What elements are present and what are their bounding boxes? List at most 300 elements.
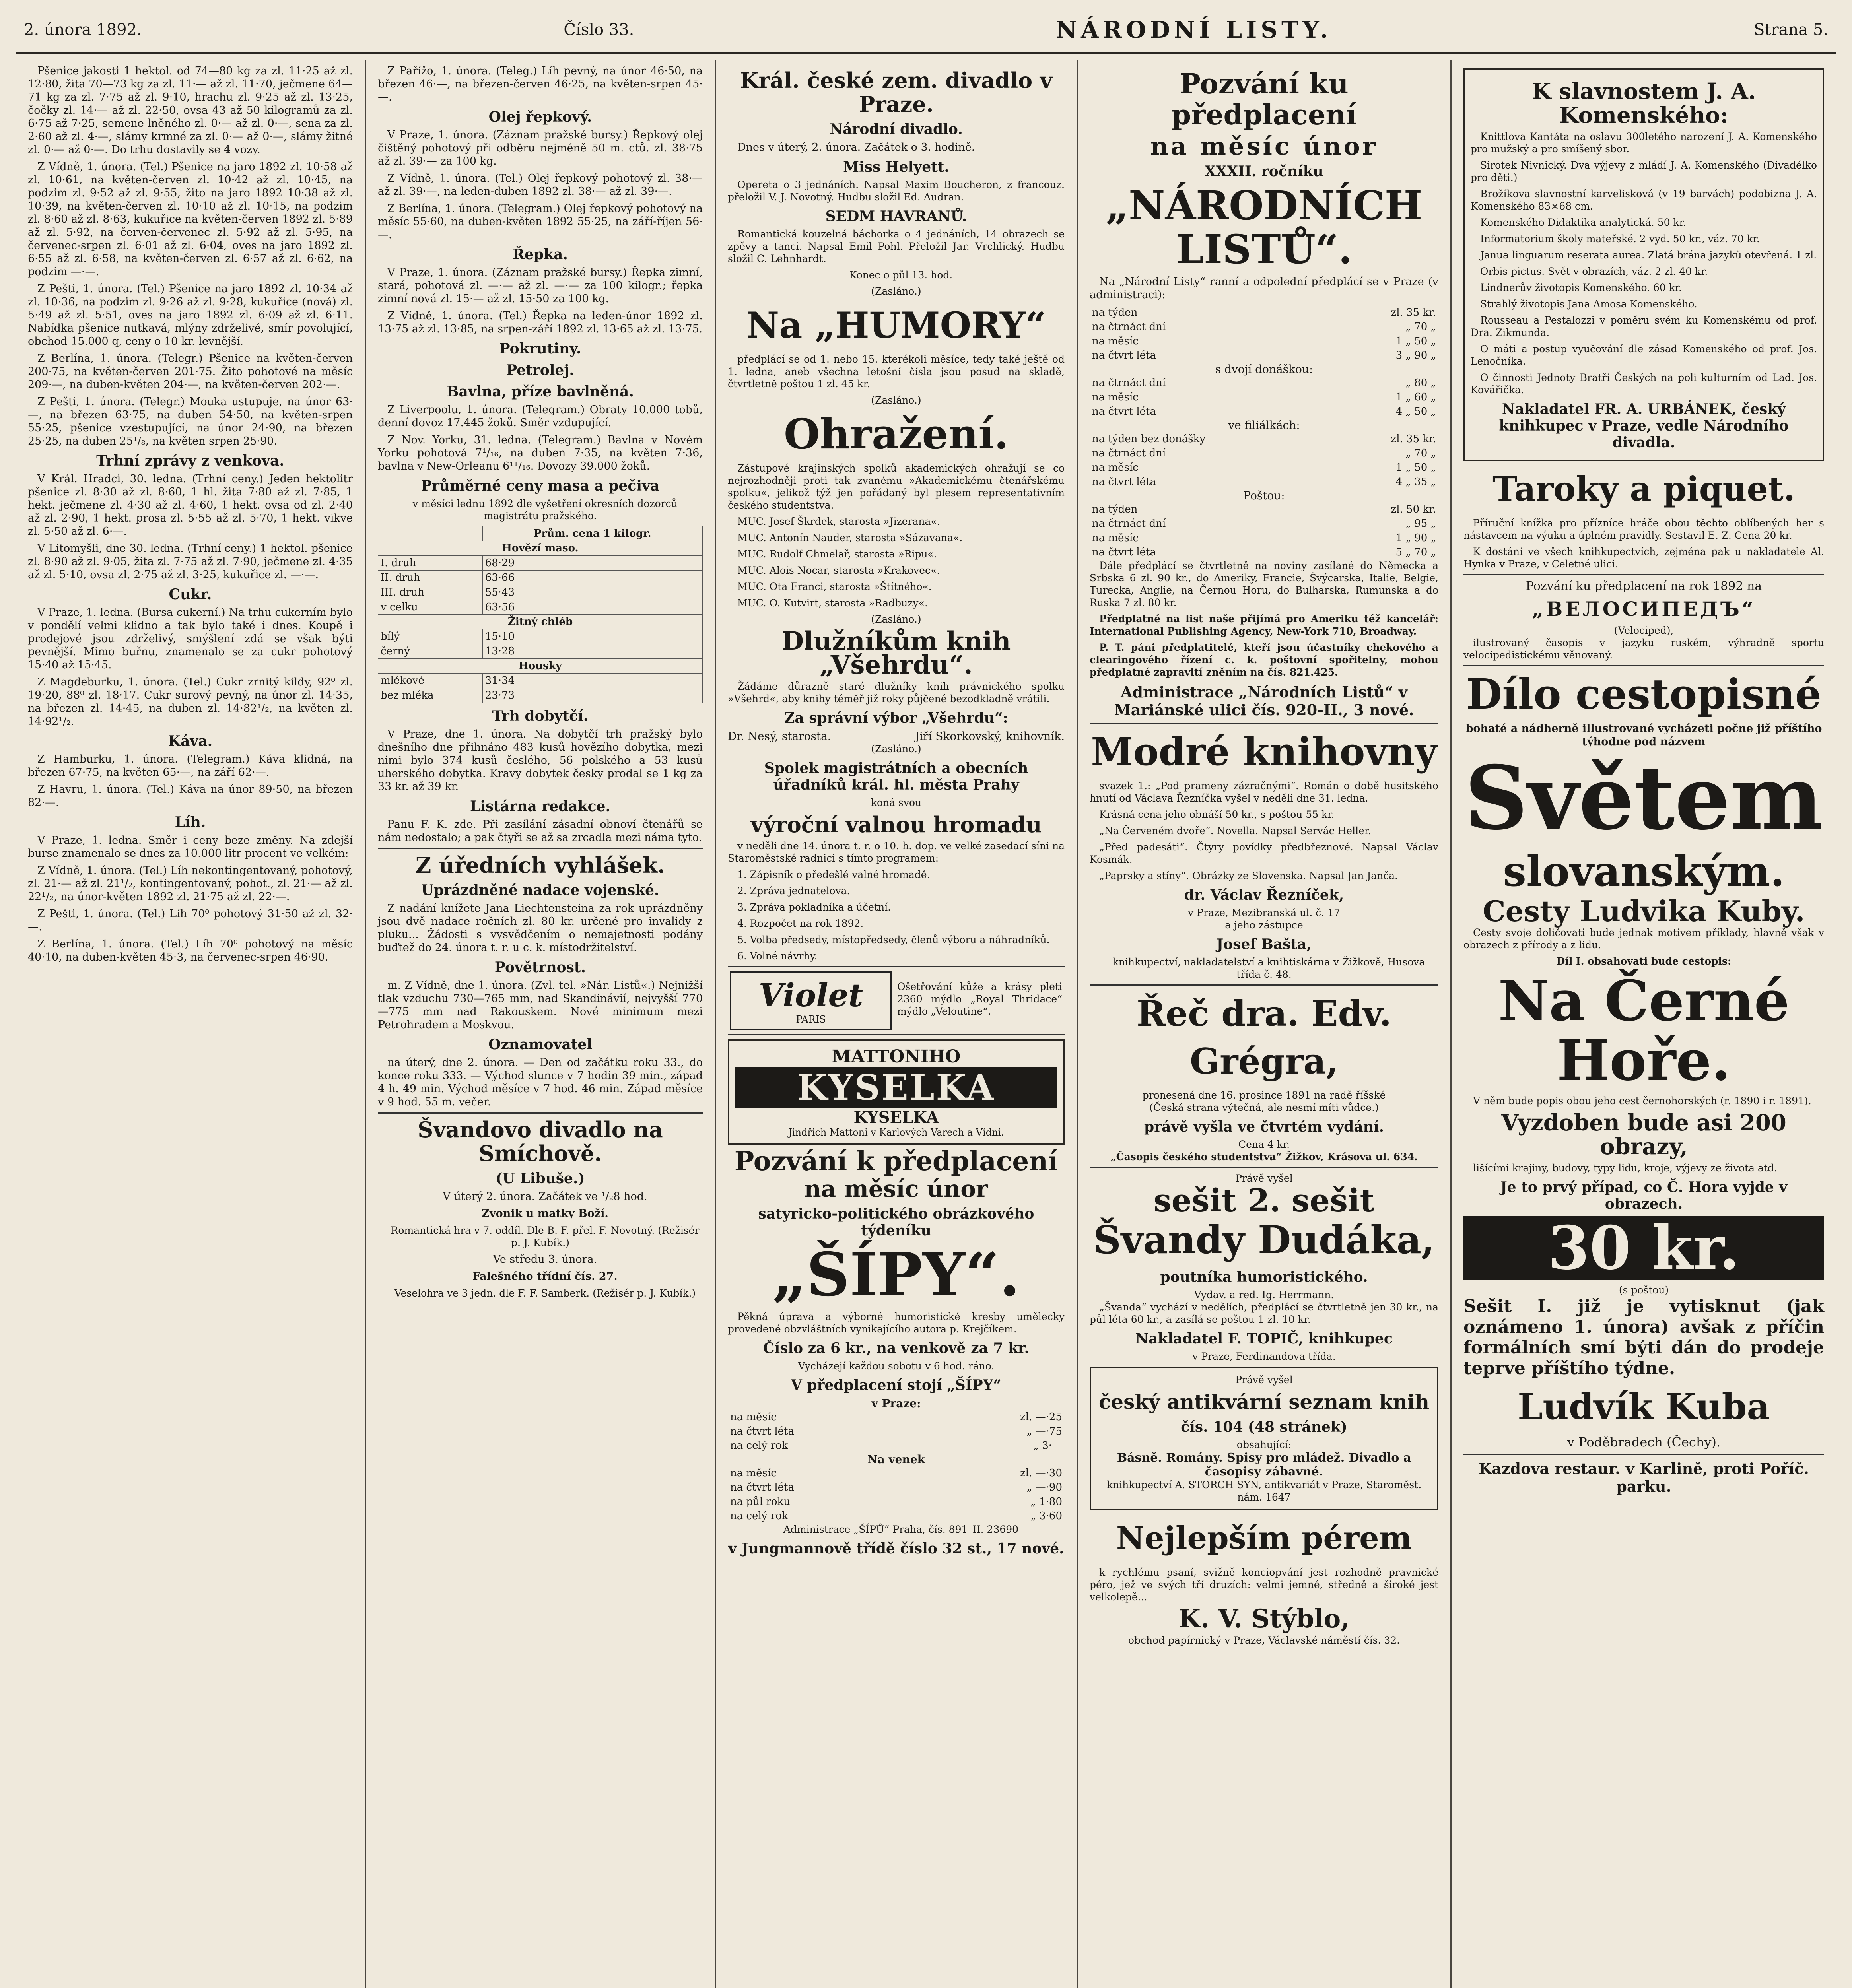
signature-line: MUC. Rudolf Chmelař, starosta »Ripu«. <box>737 548 937 560</box>
kuba-addr: v Poděbradech (Čechy). <box>1567 1435 1721 1450</box>
row-label: bez mléka <box>378 688 483 703</box>
kom-item: O máti a postup vyučování dle zásad Komenského od prof. Jos. Lenočníka. <box>1471 343 1817 367</box>
row-label: na celý rok <box>730 1510 788 1522</box>
table-row <box>378 600 703 615</box>
section-heading: Povětrnost. <box>494 959 586 976</box>
table-row <box>1090 334 1438 348</box>
publisher-name: Josef Bašta, <box>1217 936 1312 953</box>
row-value: 1 „ 60 „ <box>1395 391 1436 403</box>
signature-line: MUC. Josef Škrdek, starosta »Jizerana«. <box>737 516 940 527</box>
big-title: Dílo cestopisné <box>1466 670 1821 718</box>
table-row <box>1090 516 1438 531</box>
sipy-desc: satyricko-politického obrázkového týdeníku <box>758 1206 1034 1239</box>
filial-label: ve filiálkách: <box>1228 419 1300 432</box>
divider <box>378 1112 703 1114</box>
kom-item: Lindnerův životopis Komenského. 60 kr. <box>1480 282 1682 293</box>
publisher-addr: v Praze, Mezibranská ul. č. 17 <box>1188 907 1340 918</box>
kom-item: Rousseau a Pestalozzi v poměru svém ku Komenskému od prof. Dra. Zikmunda. <box>1471 315 1817 338</box>
play-title: Miss Helyett. <box>843 159 949 175</box>
divider <box>1090 723 1438 724</box>
modre-item: „Na Červeném dvoře“. Novella. Napsal Servác Heller. <box>1099 825 1372 837</box>
gregr-sub: pronesená dne 16. prosince 1891 na radě říšské <box>1142 1089 1386 1101</box>
ohrazeni-para: Zástupové krajinských spolků akademických ohražují se co nejrozhodněji proti tak zvanému »Akademickému čtenářskému spolku«, jelikož týž jen pořádaný byl plesem representativním českého studentstva. <box>728 462 1065 511</box>
row-label: na měsíc <box>1092 391 1139 403</box>
pen-addr: obchod papírnický v Praze, Václavské náměstí čís. 32. <box>1128 1635 1400 1646</box>
sub-footer: Administrace „ŠÍPŮ“ Praha, čís. 891–II. 23690 <box>783 1524 1019 1535</box>
antik-ad <box>1090 1367 1438 1510</box>
table-row <box>378 644 703 659</box>
row-value: „ 95 „ <box>1405 518 1436 530</box>
invite-title: Pozvání ku předplacení <box>1172 67 1356 131</box>
row-value: 4 „ 50 „ <box>1395 406 1436 417</box>
market-paragraph: Z Pešti, 1. února. (Telegr.) Mouka ustupuje, na únor 63·—, na březen 63·75, na duben 54·50, na květen-srpen 55·25, pšenice vzestupující, na únor 24·90, na březen 25·25, na duben 25¹/₈, na květen srpen 25·90. <box>28 396 353 447</box>
row-value: 68·29 <box>482 556 702 571</box>
modre-item: svazek 1.: „Pod prameny zázračnými“. Román o době husitského hnutí od Václava Řezníčka vyšel v neděli dne 31. ledna. <box>1090 780 1438 804</box>
kom-item: Komenského Didaktika analytická. 50 kr. <box>1480 217 1686 228</box>
sub-table-prague <box>728 1410 1065 1453</box>
section-heading: Listárna redakce. <box>470 798 610 815</box>
row-value: zl. —·30 <box>1020 1467 1062 1479</box>
kom-footer: Nakladatel FR. A. URBÁNEK, český knihkupec v Praze, vedle Národního divadla. <box>1499 401 1789 451</box>
table-row <box>728 1466 1065 1480</box>
row-value: zl. 50 kr. <box>1391 503 1436 515</box>
modre-item: Krásná cena jeho obnáší 50 kr., s poštou 55 kr. <box>1099 809 1335 820</box>
kom-item: Strahlý životopis Jana Amosa Komenského. <box>1480 298 1697 310</box>
table-row <box>1090 502 1438 516</box>
row-label: na čtrnáct dní <box>1092 518 1166 530</box>
market-paragraph: Z Pešti, 1. února. (Tel.) Líh 70⁰ pohotový 31·50 až zl. 32·—. <box>28 908 353 933</box>
cesty-para: Cesty svoje doličovati bude jednak motivem příklady, hlavně však v obrazech z přírody a z lidu. <box>1463 927 1824 951</box>
row-value: 31·34 <box>482 674 702 688</box>
table-row <box>1090 348 1438 363</box>
row-label: na čtvrt léta <box>1092 546 1156 558</box>
market-paragraph: V Praze, 1. února. (Záznam pražské bursy.) Řepkový olej čištěný pohotový při odběru nejméně 50 m. ctů. zl. 38·75 až zl. 39·— za 100 kg. <box>378 129 703 167</box>
row-label: III. druh <box>378 585 483 600</box>
dudak-issue: sešit 2. sešit <box>1153 1182 1375 1219</box>
kom-head: K slavnostem J. A. Komenského: <box>1531 78 1756 128</box>
row-label: na měsíc <box>730 1411 777 1423</box>
weather-paragraph: m. Z Vídně, dne 1. února. (Zvl. tel. »Nár. Listů«.) Nejnižší tlak vzduchu 730—765 mm, nad Skandinávií, nejvyšší 770—775 mm nad Rakouskem. Nové minimum mezi Petrohradem a Moskvou. <box>378 979 703 1031</box>
row-label: bílý <box>378 629 483 644</box>
table-row <box>1090 545 1438 559</box>
official-paragraph: Z nadání knížete Jana Liechtensteina za rok uprázdněny jsou dvě nadace ročních zl. 80 kr. určené pro invalidy z pluku... Žádosti s vysvědčením o nemajetnosti podány buďtež do 24. února t. r. u c. k. místodržitelství. <box>378 902 703 954</box>
dudak-pub: Vydav. a red. Ig. Herrmann. <box>1194 1289 1334 1301</box>
row-label: na měsíc <box>1092 532 1139 544</box>
row-value: 63·66 <box>482 571 702 585</box>
play-desc: Romantická kouzelná báchorka o 4 jednáních, 14 obrazech se zpěvy a tanci. Napsal Emil Pohl. Přeložil Jar. Vrchlický. Hudbu složil C. Lehnhardt. <box>728 228 1065 264</box>
table-subheading: Žitný chléb <box>378 615 703 629</box>
invite-paper: „NÁRODNÍCH LISTŮ“. <box>1106 182 1423 273</box>
issue-date: 2. února 1892. <box>24 21 142 39</box>
row-label: na čtvrt léta <box>730 1425 795 1437</box>
table-subheading: Hovězí maso. <box>378 541 703 556</box>
column-4 <box>1078 60 1452 1988</box>
program-item: 6. Volné návrhy. <box>737 950 818 962</box>
table-row <box>1090 404 1438 419</box>
rates-table-2 <box>1090 376 1438 419</box>
kom-item: Sirotek Nivnický. Dva výjevy z mládí J. A. Komenského (Divadélko pro děti.) <box>1471 159 1817 183</box>
row-label: na celý rok <box>730 1440 788 1452</box>
antik-items: Básně. Romány. Spisy pro mládež. Divadlo a časopisy zábavné. <box>1117 1451 1411 1479</box>
publisher-desc: knihkupectví, nakladatelství a knihtiskárna v Žižkově, Husova třída č. 48. <box>1112 956 1425 980</box>
divider <box>1463 665 1824 666</box>
sipy-title: „ŠÍPY“. <box>772 1240 1020 1310</box>
sub-table-country <box>728 1466 1065 1523</box>
issue-number: Číslo 33. <box>564 21 634 39</box>
violet-brand: Violet <box>758 977 863 1014</box>
section-heading: Oznamovatel <box>488 1036 592 1053</box>
sent-label: (Zasláno.) <box>871 613 921 625</box>
section-heading: Z úředních vyhlášek. <box>415 852 665 878</box>
divider <box>1463 574 1824 575</box>
sub-prague-label: v Praze: <box>871 1397 921 1410</box>
play-end: Konec o půl 13. hod. <box>849 269 953 281</box>
modre-item: „Paprsky a stíny“. Obrázky ze Slovenska. Napsal Jan Janča. <box>1099 870 1398 881</box>
row-label: na čtvrt léta <box>1092 476 1156 488</box>
sipy-month: na měsíc únor <box>804 1175 988 1202</box>
section-heading: Olej řepkový. <box>488 109 592 125</box>
table-row <box>728 1495 1065 1509</box>
modre-title: Modré knihovny <box>1091 729 1437 774</box>
abroad-para: Dále předplácí se čtvrtletně na noviny zasílané do Německa a Srbska 6 zl. 90 kr., do Ameriky, Francie, Švýcarska, Italie, Belgie, Turecka, Anglie, na Černou Horu, do Bulharska, Rumunska a do Ruska 7 zl. 80 kr. <box>1090 560 1438 608</box>
table-row <box>378 571 703 585</box>
cesty-title: Cesty Ludvika Kuby. <box>1483 894 1805 928</box>
market-paragraph: V Praze, dne 1. února. Na dobytčí trh pražský bylo dnešního dne přihnáno 483 kusů hovězího dobytka, mezi nimi bylo 374 kusů česlého, 56 polského a 53 kusů uherského dobytka. Kravy dobytek česky prodal se 1 kg za 33 kr. až 39 kr. <box>378 728 703 793</box>
market-paragraph: Pšenice jakosti 1 hektol. od 74—80 kg za zl. 11·25 až zl. 12·80, žita 70—73 kg za zl. 11·— až zl. 11·70, ječmene 64—71 kg za zl. 7·75 až zl. 9·10, hrachu zl. 9·25 až zl. 13·25, čočky zl. 14·— až zl. 22·50, ovsa 43 až 50 kilogramů za zl. 6·75 až 7·25, semene lněného zl. 0·— až zl. 0·—, sena za zl. 2·60 až zl. 4·—, slámy krmné za zl. 0·— až 0·—, slámy žitné zl. 0·— až 0·—. Do trhu dostavily se 4 vozy. <box>28 65 353 156</box>
divider <box>378 848 703 849</box>
program-item: 5. Volba předsedy, místopředsedy, členů výboru a náhradníků. <box>737 934 1050 945</box>
na-cerne-title: Na Černé Hoře. <box>1498 969 1790 1093</box>
page-number: Strana 5. <box>1754 21 1828 39</box>
masthead: NÁRODNÍ LISTY. <box>1055 16 1332 43</box>
mattoni-brand: MATTONIHO <box>832 1046 961 1067</box>
row-label: na týden <box>1092 307 1138 318</box>
obrazy-para: lišícími krajiny, budovy, typy lidu, kroje, výjevy ze života atd. <box>1473 1162 1777 1174</box>
sent-label: (Zasláno.) <box>871 285 921 297</box>
topic-pub: Nakladatel F. TOPIČ, knihkupec <box>1135 1330 1393 1347</box>
table-row <box>1090 475 1438 489</box>
row-value: zl. —·25 <box>1020 1411 1062 1423</box>
row-value: „ —·75 <box>1026 1425 1062 1437</box>
signature-line: MUC. Alois Nocar, starosta »Krakovec«. <box>737 565 940 576</box>
market-paragraph: V Praze, 1. ledna. Směr i ceny beze změny. Na zdejší burse znamenalo se dnes za 10.000 litr procent ve velkém: <box>28 834 353 860</box>
theatre-date: Dnes v úterý, 2. února. Začátek o 3. hodině. <box>737 141 975 153</box>
taroky-sub: K dostání ve všech knihkupectvích, zejména pak u nakladatele Al. Hynka v Praze, v Celetné ulici. <box>1463 546 1824 570</box>
dudak-title: Švandy Dudáka, <box>1093 1217 1435 1262</box>
theatre-line: Zvonik u matky Boží. <box>482 1208 608 1220</box>
gregr-title: Řeč dra. Edv. Grégra, <box>1136 993 1392 1082</box>
svetem-title: Světem <box>1464 746 1823 849</box>
row-value: 4 „ 35 „ <box>1395 476 1436 488</box>
market-paragraph: Z Berlína, 1. února. (Telegram.) Olej řepkový pohotový na měsíc 55·60, na duben-květen 1892 55·25, na září-říjen 56·—. <box>378 202 703 241</box>
assembly-para: v neděli dne 14. února t. r. o 10. h. dop. ve velké zasedací síni na Staroměstské radnici s tímto programem: <box>728 840 1065 864</box>
delivery-label: s dvojí donáškou: <box>1215 363 1313 376</box>
sub-country-label: Na venek <box>867 1453 925 1466</box>
page-header <box>16 8 1836 54</box>
theatre-subheading: Národní divadlo. <box>830 121 963 138</box>
divider <box>1090 1167 1438 1168</box>
program-item: 2. Zpráva jednatelova. <box>737 885 850 897</box>
dudak-just: Právě vyšel <box>1235 1173 1293 1184</box>
section-heading: Trh dobytčí. <box>492 708 589 724</box>
vsehrd-names <box>728 730 1065 743</box>
program-item: 1. Zápisník o předešlé valné hromadě. <box>737 869 930 880</box>
big-sub: bohaté a nádherně illustrované vycházeti počne již příštího týhodne pod názvem <box>1465 722 1822 748</box>
section-heading: Káva. <box>168 733 213 749</box>
pen-title: Nejlepším pérem <box>1116 1520 1412 1556</box>
sesit-para: Sešit I. již je vytisknut (jak oznámeno 1. února) avšak z příčin formálních smí býti dán do prodeje teprve příštího týdne. <box>1463 1296 1824 1378</box>
invite-month: na měsíc únor <box>1150 132 1378 161</box>
theatre-line: Falešného třídní čís. 27. <box>472 1270 618 1283</box>
row-value: „ —·90 <box>1026 1481 1062 1493</box>
market-paragraph: Z Nov. Yorku, 31. ledna. (Telegram.) Bavlna v Novém Yorku pohotová 7¹/₁₆, na duben 7·35, na květen 7·36, bavlna v New-Orleanu 6¹¹/₁₆. Dovozy 39.000 žoků. <box>378 434 703 472</box>
modre-item: „Před padesáti“. Čtyry povídky předbřeznové. Napsal Václav Kosmák. <box>1090 841 1438 865</box>
dil1: Díl I. obsahovati bude cestopis: <box>1556 955 1732 967</box>
table-row <box>728 1410 1065 1424</box>
section-heading: Líh. <box>175 814 206 831</box>
table-subheading: Housky <box>378 659 703 674</box>
row-label: na čtrnáct dní <box>1092 377 1166 389</box>
row-label: v celku <box>378 600 483 615</box>
table-row <box>378 556 703 571</box>
velo-invite: Pozvání ku předplacení na rok 1892 na <box>1526 579 1762 593</box>
table-row <box>1090 390 1438 404</box>
sub-addr: v Jungmannově třídě číslo 32 st., 17 nové. <box>728 1540 1064 1557</box>
rates-table-3 <box>1090 432 1438 489</box>
row-label: na čtvrt léta <box>1092 406 1156 417</box>
invite-volume: XXXII. ročníku <box>1205 163 1323 180</box>
table-row <box>378 629 703 644</box>
row-value: 1 „ 50 „ <box>1395 462 1436 474</box>
violet-sub: PARIS <box>796 1014 826 1025</box>
row-label: na čtrnáct dní <box>1092 321 1166 333</box>
table-row <box>728 1480 1065 1495</box>
pen-para: k rychlému psaní, svižně konciopvání jest rozhodně pravnické péro, jež ve svých tří druzích: velmi jemné, středně a široké jest velkolepě... <box>1090 1567 1438 1603</box>
table-row <box>1090 320 1438 334</box>
antik-pub: knihkupectví A. STORCH SYN, antikvariát v Praze, Staroměst. nám. 1647 <box>1106 1479 1422 1503</box>
row-label: II. druh <box>378 571 483 585</box>
price-big: 30 kr. <box>1463 1216 1824 1280</box>
table-row <box>1090 460 1438 475</box>
row-label: černý <box>378 644 483 659</box>
row-value: 1 „ 90 „ <box>1395 532 1436 544</box>
row-label: I. druh <box>378 556 483 571</box>
row-value: zl. 35 kr. <box>1391 307 1436 318</box>
editor-paragraph: Panu F. K. zde. Při zasílání zásadní obnoví čtenářů se nám nedostalo; a pak čtyři se až sa zrcadla mezi náma tyto. <box>378 818 703 844</box>
row-value: zl. 35 kr. <box>1391 433 1436 445</box>
row-label: na týden bez donášky <box>1092 433 1206 445</box>
row-label: na čtvrt léta <box>730 1481 795 1493</box>
row-value: „ 80 „ <box>1405 377 1436 389</box>
column-2 <box>366 60 716 1988</box>
row-value: „ 70 „ <box>1405 321 1436 333</box>
row-value: 13·28 <box>482 644 702 659</box>
publisher-alt: a jeho zástupce <box>1225 919 1303 931</box>
market-paragraph: Z Pešti, 1. února. (Tel.) Pšenice na jaro 1892 zl. 10·34 až zl. 10·36, na podzim zl. 9·26 až zl. 9·28, kukuřice (nová) zl. 5·49 až zl. 5·51, oves na jaro 1892 zl. 6·09 až zl. 6·11. Nabídka pšenice nutkavá, mlýny zdrželivé, smír povolující, obchod 15.000 q, ceny o 10 kr. levnější. <box>28 283 353 348</box>
price-table-header: Prům. cena 1 kilogr. <box>482 526 702 541</box>
table-row <box>1090 305 1438 320</box>
theatre-subtitle: (U Libuše.) <box>496 1170 585 1187</box>
signatory: Dr. Nesý, starosta. <box>728 730 831 743</box>
play-desc: Opereta o 3 jednáních. Napsal Maxim Boucheron, z francouz. přeložil V. J. Novotný. Hudbu složil Ed. Audran. <box>728 179 1065 203</box>
assembly-title: Spolek magistrátních a obecních úřadníků král. hl. města Prahy <box>764 760 1028 793</box>
sub-head: V předplacení stojí „ŠÍPY“ <box>791 1377 1002 1394</box>
kazdova-line: Kazdova restaur. v Karlině, proti Poříč. parku. <box>1479 1460 1809 1495</box>
rates-table-1 <box>1090 305 1438 363</box>
row-value: 55·43 <box>482 585 702 600</box>
antik-just: Právě vyšel <box>1235 1374 1293 1386</box>
row-label: na měsíc <box>1092 462 1139 474</box>
row-value: 23·73 <box>482 688 702 703</box>
theatre-line: V úterý 2. února. Začátek ve ¹/₂8 hod. <box>443 1190 647 1203</box>
section-heading: Petrolej. <box>506 362 574 379</box>
section-heading: Řepka. <box>513 246 568 263</box>
kom-item: Orbis pictus. Svět v obrazích, váz. 2 zl. 40 kr. <box>1480 266 1708 277</box>
velo-sub: (Velociped), <box>1614 625 1674 636</box>
market-paragraph: Z Liverpoolu, 1. února. (Telegram.) Obraty 10.000 tobů, denní dovoz 17.445 žoků. Směr vzdupující. <box>378 404 703 429</box>
velo-title: „ВЕЛОСИПЕДЪ“ <box>1532 597 1756 621</box>
divider <box>1090 984 1438 986</box>
dudak-para: „Švanda“ vychází v nedělích, předplácí se čtvrtletně jen 30 kr., na půl léta 60 kr., a zasílá se poštou 1 zl. 10 kr. <box>1090 1301 1438 1325</box>
table-row <box>728 1439 1065 1453</box>
market-paragraph: V Král. Hradci, 30. ledna. (Trhní ceny.) Jeden hektolitr pšenice zl. 8·30 až zl. 8·60, 1 hl. žita 7·80 až zl. 7·85, 1 hekt. ječmene zl. 4·30 až zl. 4·60, 1 hekt. ovsa od zl. 2·40 až zl. 2·90, 1 hekt. prosa zl. 5·55 až zl. 5·70, 1 hekt. vikve zl. 5·50 až zl. 6·—. <box>28 473 353 538</box>
market-paragraph: Z Vídně, 1. února. (Tel.) Řepka na leden-únor 1892 zl. 13·75 až zl. 13·85, na srpen-září 1892 zl. 13·65 až zl. 13·75. <box>378 310 703 335</box>
gregr-date: právě vyšla ve čtvrtém vydání. <box>1144 1118 1384 1135</box>
row-value: „ 1·80 <box>1030 1496 1062 1508</box>
post-label: Poštou: <box>1243 489 1285 502</box>
taroky-para: Příruční knížka pro přízníce hráče obou těchto oblíbených her s nástavcem na výuku a úplném pravidly. Sestavil E. Z. Cena 20 kr. <box>1463 517 1824 541</box>
admin-line: Administrace „Národních Listů“ v Mariánské ulici čís. 920-II., 3 nové. <box>1114 683 1414 719</box>
market-paragraph: Z Berlína, 1. února. (Tel.) Líh 70⁰ pohotový na měsíc 40·10, na duben-květen 45·3, na červenec-srpen 46·90. <box>28 938 353 963</box>
table-row <box>378 674 703 688</box>
table-row <box>728 1424 1065 1439</box>
kom-item: O činnosti Jednoty Bratří Českých na poli kulturním od Lad. Jos. Kovářička. <box>1471 372 1817 396</box>
market-paragraph: Z Magdeburku, 1. února. (Tel.) Cukr zrnitý kildy, 92⁰ zl. 19·20, 88⁰ zl. 18·17. Cukr surový pevný, na únor zl. 14·35, na březen zl. 14·45, na duben zl. 14·82¹/₂, na květen zl. 14·92¹/₂. <box>28 676 353 728</box>
market-paragraph: Z Hamburku, 1. února. (Telegram.) Káva klidná, na březen 67·75, na květen 65·—, na září 62·—. <box>28 753 353 779</box>
table-row <box>1090 432 1438 446</box>
row-value: 5 „ 70 „ <box>1395 546 1436 558</box>
row-value: „ 70 „ <box>1405 447 1436 459</box>
row-label: na čtvrt léta <box>1092 349 1156 361</box>
row-label: na měsíc <box>730 1467 777 1479</box>
price-table <box>378 526 703 703</box>
obrazy-title: Vyzdoben bude asi 200 obrazy, <box>1501 1110 1786 1160</box>
kom-item: Brožíkova slavnostní karvelisková (v 19 barvách) podobizna J. A. Komenského 83×68 cm. <box>1471 188 1817 212</box>
kom-item: Knittlova Kantáta na oslavu 300letého narození J. A. Komenského pro mužský a pro smíšený sbor. <box>1471 131 1817 155</box>
divider <box>1463 1454 1824 1455</box>
market-paragraph: Z Vídně, 1. února. (Tel.) Pšenice na jaro 1892 zl. 10·58 až zl. 10·61, na květen-červen zl. 10·42 až zl. 10·45, na podzim zl. 9·52 až zl. 9·55, žito na jaro 1892 10·38 až zl. 10·39, na květen-červen zl. 10·10 až zl. 10·15, na podzim zl. 8·60 až zl. 8·63, kukuřice na květen-červen 1892 zl. 5·89 až zl. 5·92, na červen-červenec zl. 5·92 až zl. 5·95, na červenec-srpen zl. 6·01 až zl. 6·04, oves na jaro 1892 zl. 6·55 až zl. 6·58, na květen-červen zl. 6·57 až zl. 6·62, na podzim —·—. <box>28 161 353 278</box>
section-heading: Průměrné ceny masa a pečiva <box>421 478 660 494</box>
taroky-title: Taroky a piquet. <box>1492 469 1796 509</box>
table-row <box>1090 531 1438 545</box>
publisher-name: dr. Václav Řezníček, <box>1184 887 1344 903</box>
row-value: 63·56 <box>482 600 702 615</box>
signatory: Jiří Skorkovský, knihovník. <box>915 730 1065 743</box>
row-value: 3 „ 90 „ <box>1395 349 1436 361</box>
america-para: Předplatné na list naše přijímá pro Ameriku též kancelář: International Publishing Agency, New-York 710, Broadway. <box>1090 613 1438 637</box>
table-row <box>378 688 703 703</box>
signature-line: MUC. Antonín Nauder, starosta »Sázavana«. <box>737 532 963 544</box>
mattoni-ad <box>728 1039 1065 1145</box>
market-paragraph: Z Vídně, 1. února. (Tel.) Olej řepkový pohotový zl. 38·— až zl. 39·—, na leden-duben 1892 zl. 38·— až zl. 39·—. <box>378 172 703 198</box>
columns <box>16 60 1836 1988</box>
sipy-price: Číslo za 6 kr., na venkově za 7 kr. <box>763 1340 1030 1357</box>
section-subheading: Uprázdněné nadace vojenské. <box>421 882 659 899</box>
prices-line: Je to prvý případ, co Č. Hora vyjde v obrazech. <box>1500 1179 1788 1212</box>
violet-ad <box>728 966 1065 1035</box>
vsehrd-title: Dlužníkům knih „Všehrdu“. <box>781 626 1011 680</box>
sipy-invite: Pozvání k předplacení <box>734 1145 1058 1176</box>
market-paragraph: V Litomyšli, dne 30. ledna. (Trhní ceny.) 1 hektol. pšenice zl. 8·90 až zl. 9·05, žita zl. 7·75 až zl. 7·90, ječmene zl. 4·35 až zl. 5·10, ovsa zl. 2·75 až zl. 3·25, kukuřice zl. —·—. <box>28 542 353 581</box>
gregr-price: Cena 4 kr. <box>1238 1139 1290 1150</box>
topic-addr: v Praze, Ferdinandova třída. <box>1192 1351 1336 1362</box>
assembly-head: výroční valnou hromadu <box>750 812 1042 837</box>
dudak-sub: poutníka humoristického. <box>1160 1269 1368 1285</box>
row-value: „ 3·— <box>1033 1440 1062 1452</box>
vsehrd-para: Žádáme důrazně staré dlužníky knih právnického spolku »Všehrd«, aby knihy téměř již roky půjčené bezodkladně vrátili. <box>728 681 1065 705</box>
violet-logo <box>730 971 892 1030</box>
kom-item: Informatorium školy mateřské. 2 vyd. 50 kr., váz. 70 kr. <box>1480 233 1760 245</box>
sipy-note: Vycházejí každou sobotu v 6 hod. ráno. <box>798 1360 995 1372</box>
price-table-corner <box>378 526 483 541</box>
theatre-heading: Král. české zem. divadlo v Praze. <box>740 68 1053 117</box>
column-3 <box>716 60 1078 1988</box>
row-value: 1 „ 50 „ <box>1395 335 1436 347</box>
cerne-para: V něm bude popis obou jeho cest černohorských (r. 1890 i r. 1891). <box>1473 1095 1811 1107</box>
antik-title: český antikvární seznam knih <box>1098 1390 1430 1413</box>
humory-title: Na „HUMORY“ <box>746 304 1046 346</box>
signature-line: MUC. O. Kutvirt, starosta »Radbuzy«. <box>737 597 928 609</box>
velo-para: ilustrovaný časopis v jazyku ruském, výhradně sportu velocipedistickému věnovaný. <box>1463 637 1824 661</box>
section-heading: Bavlna, příze bavlněná. <box>447 383 634 400</box>
table-row <box>378 585 703 600</box>
table-row <box>728 1509 1065 1523</box>
gregr-sub2: (Česká strana výtečná, ale nesmí míti vůdce.) <box>1149 1102 1379 1113</box>
sipy-para: Pěkná úprava a výborné humoristické kresby umělecky provedené obzvláštních vynikajícího autora p. Krejčíkem. <box>728 1311 1065 1335</box>
slovanskym-title: slovanským. <box>1503 847 1785 896</box>
antik-desc: obsahující: <box>1236 1439 1292 1450</box>
market-paragraph: Z Havru, 1. února. (Tel.) Káva na únor 89·50, na březen 82·—. <box>28 783 353 809</box>
row-label: na týden <box>1092 503 1138 515</box>
row-label: mlékové <box>378 674 483 688</box>
market-paragraph: V Praze, 1. ledna. (Bursa cukerní.) Na trhu cukerním bylo v pondělí velmi klidno a tak bylo také i dnes. Koupě i prodejové jsou zdrželivý, smýšlení zdá se však býti pevnější. Mimo buřnu, znamenalo se za cukr pohotový 15·40 až 15·45. <box>28 606 353 671</box>
theatre-line: Romantická hra v 7. oddíl. Dle B. F. přel. F. Novotný. (Režisér p. J. Kubík.) <box>391 1225 700 1248</box>
mattoni-sub: KYSELKA <box>853 1108 939 1127</box>
row-label: na měsíc <box>1092 335 1139 347</box>
rates-table-4 <box>1090 502 1438 559</box>
kom-item: Janua linguarum reserata aurea. Zlatá brána jazyků otevřená. 1 zl. <box>1480 249 1817 261</box>
section-heading: Pokrutiny. <box>499 340 581 357</box>
section-heading: Cukr. <box>169 586 212 603</box>
kuba-name: Ludvík Kuba <box>1518 1386 1770 1428</box>
sent-label: (Zasláno.) <box>871 743 921 755</box>
program-item: 4. Rozpočet na rok 1892. <box>737 918 864 929</box>
price-sub: (s poštou) <box>1619 1284 1669 1296</box>
pen-brand: K. V. Stýblo, <box>1178 1604 1350 1634</box>
ohrazeni-title: Ohražení. <box>784 410 1009 458</box>
column-1 <box>16 60 366 1988</box>
market-paragraph: Z Vídně, 1. února. (Tel.) Líh nekontingentovaný, pohotový, zl. 21·— až zl. 21¹/₂, kontingentovaný, pohot., zl. 21·— až zl. 22¹/₂, na únor-květen 1892 zl. 21·75 až zl. 22·—. <box>28 864 353 903</box>
table-row <box>1090 376 1438 390</box>
antik-sub: čís. 104 (48 stránek) <box>1181 1419 1347 1435</box>
sent-label: (Zasláno.) <box>871 394 921 406</box>
signature-line: MUC. Ota Franci, starosta »Štítného«. <box>737 581 932 592</box>
mattoni-main: KYSELKA <box>735 1067 1057 1108</box>
row-value: „ 3·60 <box>1030 1510 1062 1522</box>
prices-intro: v měsíci lednu 1892 dle vyšetření okresních dozorců magistrátu pražského. <box>412 498 678 522</box>
market-paragraph: V Praze, 1. února. (Záznam pražské bursy.) Řepka zimní, stará, pohotová zl. —·— až zl. —·— za 100 kilogr.; řepka zimní nová zl. 15·— až zl. 15·50 za 100 kg. <box>378 266 703 305</box>
notes-paragraph: na úterý, dne 2. února. — Den od začátku roku 33., do konce roku 333. — Východ slunce v 7 hodin 39 min., západ 4 h. 49 min. Východ měsíce v 7 hod. 46 min. Západ měsíce v 9 hod. 55 m. večer. <box>378 1056 703 1108</box>
